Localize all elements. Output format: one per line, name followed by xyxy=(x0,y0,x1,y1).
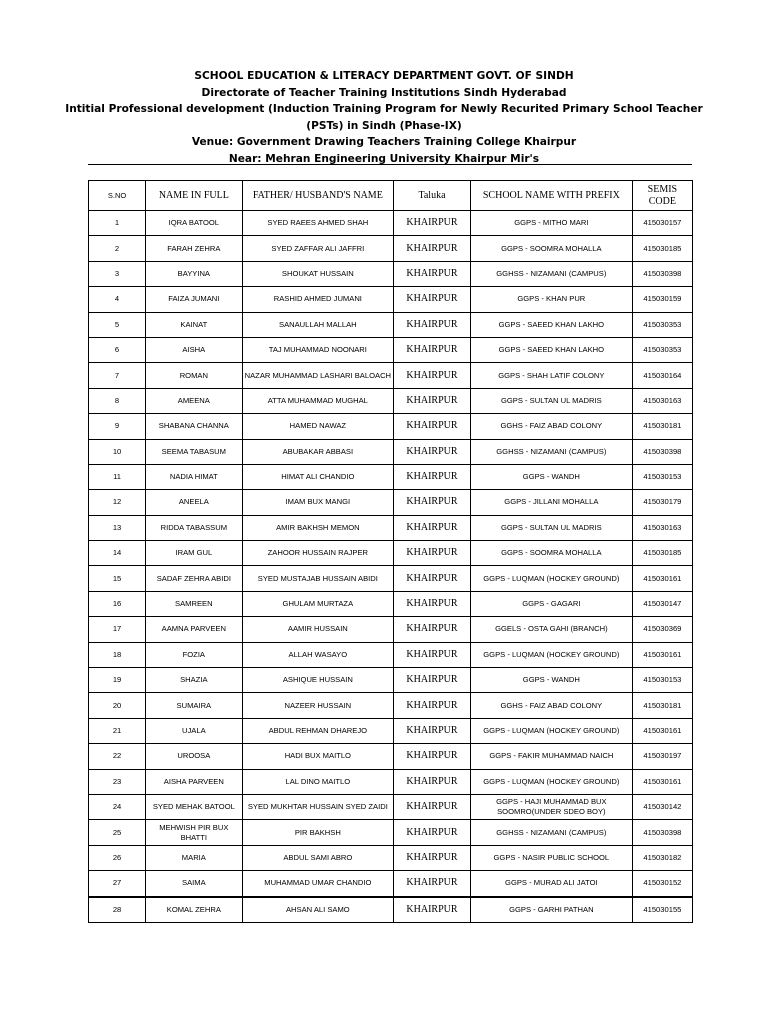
column-header-semis-code: SEMIS CODE xyxy=(632,181,692,211)
cell-taluka: KHAIRPUR xyxy=(394,236,471,261)
cell-name: AAMNA PARVEEN xyxy=(146,617,243,642)
cell-school: GGPS - SHAH LATIF COLONY xyxy=(470,363,632,388)
cell-name: MARIA xyxy=(146,845,243,870)
cell-father-husband: AHSAN ALI SAMO xyxy=(242,897,394,923)
cell-name: AISHA xyxy=(146,337,243,362)
cell-father-husband: NAZEER HUSSAIN xyxy=(242,693,394,718)
cell-name: IRAM GUL xyxy=(146,541,243,566)
cell-semis-code: 415030197 xyxy=(632,744,692,769)
cell-school: GGPS - SULTAN UL MADRIS xyxy=(470,515,632,540)
table-row xyxy=(89,236,693,261)
cell-school: GGPS - SULTAN UL MADRIS xyxy=(470,388,632,413)
cell-name: FOZIA xyxy=(146,642,243,667)
cell-taluka: KHAIRPUR xyxy=(394,718,471,743)
cell-taluka: KHAIRPUR xyxy=(394,388,471,413)
cell-taluka: KHAIRPUR xyxy=(394,668,471,693)
cell-semis-code: 415030181 xyxy=(632,693,692,718)
table-row xyxy=(89,388,693,413)
cell-taluka: KHAIRPUR xyxy=(394,820,471,845)
cell-school: GGPS - WANDH xyxy=(470,668,632,693)
cell-name: ANEELA xyxy=(146,490,243,515)
cell-semis-code: 415030163 xyxy=(632,388,692,413)
cell-taluka: KHAIRPUR xyxy=(394,490,471,515)
cell-father-husband: GHULAM MURTAZA xyxy=(242,591,394,616)
cell-school: GGPS - LUQMAN (HOCKEY GROUND) xyxy=(470,769,632,794)
cell-semis-code: 415030152 xyxy=(632,871,692,897)
cell-father-husband: SYED ZAFFAR ALI JAFFRI xyxy=(242,236,394,261)
cell-taluka: KHAIRPUR xyxy=(394,769,471,794)
cell-sno: 20 xyxy=(89,693,146,718)
cell-name: KOMAL ZEHRA xyxy=(146,897,243,923)
table-row xyxy=(89,566,693,591)
table-row xyxy=(89,617,693,642)
cell-school: GGPS - MITHO MARI xyxy=(470,211,632,236)
cell-name: SYED MEHAK BATOOL xyxy=(146,794,243,819)
cell-name: AMEENA xyxy=(146,388,243,413)
cell-semis-code: 415030147 xyxy=(632,591,692,616)
cell-taluka: KHAIRPUR xyxy=(394,617,471,642)
cell-taluka: KHAIRPUR xyxy=(394,287,471,312)
cell-taluka: KHAIRPUR xyxy=(394,744,471,769)
cell-name: SAMREEN xyxy=(146,591,243,616)
cell-school: GGPS - MURAD ALI JATOI xyxy=(470,871,632,897)
cell-taluka: KHAIRPUR xyxy=(394,845,471,870)
cell-taluka: KHAIRPUR xyxy=(394,541,471,566)
cell-father-husband: ATTA MUHAMMAD MUGHAL xyxy=(242,388,394,413)
cell-name: SUMAIRA xyxy=(146,693,243,718)
cell-name: SAIMA xyxy=(146,871,243,897)
cell-school: GGPS - NASIR PUBLIC SCHOOL xyxy=(470,845,632,870)
cell-sno: 24 xyxy=(89,794,146,819)
cell-school: GGPS - KHAN PUR xyxy=(470,287,632,312)
table-row xyxy=(89,897,693,923)
cell-taluka: KHAIRPUR xyxy=(394,414,471,439)
cell-school: GGPS - GARHI PATHAN xyxy=(470,897,632,923)
cell-name: SHABANA CHANNA xyxy=(146,414,243,439)
header-divider xyxy=(88,164,692,165)
cell-sno: 5 xyxy=(89,312,146,337)
cell-semis-code: 415030142 xyxy=(632,794,692,819)
cell-school: GGPS - JILLANI MOHALLA xyxy=(470,490,632,515)
cell-father-husband: IMAM BUX MANGI xyxy=(242,490,394,515)
cell-school: GGPS - LUQMAN (HOCKEY GROUND) xyxy=(470,718,632,743)
cell-semis-code: 415030161 xyxy=(632,769,692,794)
table-row xyxy=(89,363,693,388)
cell-father-husband: SANAULLAH MALLAH xyxy=(242,312,394,337)
table-row xyxy=(89,515,693,540)
cell-school: GGPS - GAGARI xyxy=(470,591,632,616)
cell-name: SADAF ZEHRA ABIDI xyxy=(146,566,243,591)
cell-semis-code: 415030155 xyxy=(632,897,692,923)
cell-name: IQRA BATOOL xyxy=(146,211,243,236)
cell-name: UJALA xyxy=(146,718,243,743)
cell-taluka: KHAIRPUR xyxy=(394,871,471,897)
cell-father-husband: ASHIQUE HUSSAIN xyxy=(242,668,394,693)
cell-sno: 7 xyxy=(89,363,146,388)
cell-sno: 12 xyxy=(89,490,146,515)
cell-father-husband: LAL DINO MAITLO xyxy=(242,769,394,794)
column-header-sno: S.NO xyxy=(89,181,146,211)
cell-semis-code: 415030157 xyxy=(632,211,692,236)
cell-sno: 28 xyxy=(89,897,146,923)
table-row xyxy=(89,718,693,743)
cell-semis-code: 415030353 xyxy=(632,312,692,337)
cell-sno: 18 xyxy=(89,642,146,667)
cell-father-husband: ZAHOOR HUSSAIN RAJPER xyxy=(242,541,394,566)
cell-sno: 3 xyxy=(89,261,146,286)
cell-taluka: KHAIRPUR xyxy=(394,566,471,591)
cell-father-husband: SYED MUKHTAR HUSSAIN SYED ZAIDI xyxy=(242,794,394,819)
cell-sno: 1 xyxy=(89,211,146,236)
cell-father-husband: HAMED NAWAZ xyxy=(242,414,394,439)
participants-table xyxy=(88,180,693,923)
cell-father-husband: PIR BAKHSH xyxy=(242,820,394,845)
cell-semis-code: 415030163 xyxy=(632,515,692,540)
cell-school: GGPS - SOOMRA MOHALLA xyxy=(470,541,632,566)
cell-name: BAYYINA xyxy=(146,261,243,286)
table-row xyxy=(89,693,693,718)
cell-semis-code: 415030398 xyxy=(632,820,692,845)
table-header-row xyxy=(89,181,693,211)
cell-school: GGPS - SOOMRA MOHALLA xyxy=(470,236,632,261)
cell-father-husband: SYED MUSTAJAB HUSSAIN ABIDI xyxy=(242,566,394,591)
cell-semis-code: 415030181 xyxy=(632,414,692,439)
cell-sno: 22 xyxy=(89,744,146,769)
cell-taluka: KHAIRPUR xyxy=(394,337,471,362)
cell-father-husband: ABUBAKAR ABBASI xyxy=(242,439,394,464)
cell-sno: 8 xyxy=(89,388,146,413)
header-near: Near: Mehran Engineering University Khairpur Mir's xyxy=(228,152,540,165)
cell-school: GGPS - LUQMAN (HOCKEY GROUND) xyxy=(470,566,632,591)
cell-taluka: KHAIRPUR xyxy=(394,261,471,286)
cell-sno: 15 xyxy=(89,566,146,591)
cell-father-husband: HADI BUX MAITLO xyxy=(242,744,394,769)
header-phase: (PSTs) in Sindh (Phase-IX) xyxy=(306,119,462,132)
cell-taluka: KHAIRPUR xyxy=(394,591,471,616)
header-department: SCHOOL EDUCATION & LITERACY DEPARTMENT GOVT. OF SINDH xyxy=(194,70,574,82)
cell-semis-code: 415030164 xyxy=(632,363,692,388)
cell-taluka: KHAIRPUR xyxy=(394,363,471,388)
cell-sno: 25 xyxy=(89,820,146,845)
cell-father-husband: ALLAH WASAYO xyxy=(242,642,394,667)
cell-school: GGPS - WANDH xyxy=(470,464,632,489)
cell-father-husband: NAZAR MUHAMMAD LASHARI BALOACH xyxy=(242,363,394,388)
cell-name: SEEMA TABASUM xyxy=(146,439,243,464)
cell-taluka: KHAIRPUR xyxy=(394,439,471,464)
cell-name: KAINAT xyxy=(146,312,243,337)
cell-taluka: KHAIRPUR xyxy=(394,693,471,718)
cell-name: SHAZIA xyxy=(146,668,243,693)
cell-school: GGPS - SAEED KHAN LAKHO xyxy=(470,312,632,337)
cell-sno: 17 xyxy=(89,617,146,642)
cell-name: MEHWISH PIR BUX BHATTI xyxy=(146,820,243,845)
cell-father-husband: ABDUL SAMI ABRO xyxy=(242,845,394,870)
cell-taluka: KHAIRPUR xyxy=(394,312,471,337)
cell-name: FAIZA JUMANI xyxy=(146,287,243,312)
cell-father-husband: MUHAMMAD UMAR CHANDIO xyxy=(242,871,394,897)
table-row xyxy=(89,464,693,489)
cell-school: GGHS - FAIZ ABAD COLONY xyxy=(470,414,632,439)
cell-taluka: KHAIRPUR xyxy=(394,515,471,540)
table-row xyxy=(89,490,693,515)
cell-semis-code: 415030159 xyxy=(632,287,692,312)
table-row xyxy=(89,668,693,693)
column-header-taluka: Taluka xyxy=(394,181,471,211)
table-row xyxy=(89,337,693,362)
cell-semis-code: 415030182 xyxy=(632,845,692,870)
cell-sno: 19 xyxy=(89,668,146,693)
cell-father-husband: SYED RAEES AHMED SHAH xyxy=(242,211,394,236)
header-program: Intitial Professional development (Induction Training Program for Newly Recurited Primary School Teacher xyxy=(65,103,703,116)
cell-name: NADIA HIMAT xyxy=(146,464,243,489)
cell-semis-code: 415030153 xyxy=(632,668,692,693)
cell-school: GGPS - HAJI MUHAMMAD BUX SOOMRO(UNDER SDEO BOY) xyxy=(470,794,632,819)
cell-sno: 21 xyxy=(89,718,146,743)
cell-school: GGPS - SAEED KHAN LAKHO xyxy=(470,337,632,362)
column-header-school: SCHOOL NAME WITH PREFIX xyxy=(470,181,632,211)
cell-sno: 13 xyxy=(89,515,146,540)
cell-sno: 2 xyxy=(89,236,146,261)
cell-name: ROMAN xyxy=(146,363,243,388)
cell-taluka: KHAIRPUR xyxy=(394,642,471,667)
cell-sno: 4 xyxy=(89,287,146,312)
table-body xyxy=(89,211,693,923)
cell-taluka: KHAIRPUR xyxy=(394,211,471,236)
cell-school: GGELS - OSTA GAHI (BRANCH) xyxy=(470,617,632,642)
table-row xyxy=(89,287,693,312)
table-row xyxy=(89,820,693,845)
cell-sno: 14 xyxy=(89,541,146,566)
table-row xyxy=(89,261,693,286)
cell-name: AISHA PARVEEN xyxy=(146,769,243,794)
table-row xyxy=(89,871,693,897)
cell-sno: 27 xyxy=(89,871,146,897)
column-header-name: NAME IN FULL xyxy=(146,181,243,211)
table-row xyxy=(89,642,693,667)
table-row xyxy=(89,541,693,566)
cell-school: GGPS - LUQMAN (HOCKEY GROUND) xyxy=(470,642,632,667)
cell-father-husband: SHOUKAT HUSSAIN xyxy=(242,261,394,286)
cell-father-husband: HIMAT ALI CHANDIO xyxy=(242,464,394,489)
cell-sno: 11 xyxy=(89,464,146,489)
cell-school: GGHSS - NIZAMANI (CAMPUS) xyxy=(470,820,632,845)
cell-semis-code: 415030398 xyxy=(632,261,692,286)
table-row xyxy=(89,845,693,870)
cell-semis-code: 415030161 xyxy=(632,566,692,591)
cell-name: RIDDA TABASSUM xyxy=(146,515,243,540)
cell-father-husband: AMIR BAKHSH MEMON xyxy=(242,515,394,540)
cell-school: GGHSS - NIZAMANI (CAMPUS) xyxy=(470,439,632,464)
cell-school: GGHS - FAIZ ABAD COLONY xyxy=(470,693,632,718)
cell-semis-code: 415030185 xyxy=(632,541,692,566)
table-row xyxy=(89,414,693,439)
table-row xyxy=(89,591,693,616)
cell-school: GGHSS - NIZAMANI (CAMPUS) xyxy=(470,261,632,286)
cell-sno: 9 xyxy=(89,414,146,439)
cell-sno: 23 xyxy=(89,769,146,794)
table-row xyxy=(89,769,693,794)
table-row xyxy=(89,794,693,819)
cell-semis-code: 415030179 xyxy=(632,490,692,515)
cell-semis-code: 415030369 xyxy=(632,617,692,642)
cell-semis-code: 415030185 xyxy=(632,236,692,261)
cell-school: GGPS - FAKIR MUHAMMAD NAICH xyxy=(470,744,632,769)
cell-semis-code: 415030398 xyxy=(632,439,692,464)
cell-father-husband: AAMIR HUSSAIN xyxy=(242,617,394,642)
column-header-father-husband: FATHER/ HUSBAND'S NAME xyxy=(242,181,394,211)
cell-semis-code: 415030161 xyxy=(632,642,692,667)
cell-father-husband: RASHID AHMED JUMANI xyxy=(242,287,394,312)
document-header xyxy=(0,68,768,168)
table-row xyxy=(89,211,693,236)
table-row xyxy=(89,439,693,464)
header-directorate: Directorate of Teacher Training Institutions Sindh Hyderabad xyxy=(201,86,567,99)
table-row xyxy=(89,312,693,337)
cell-semis-code: 415030153 xyxy=(632,464,692,489)
cell-father-husband: TAJ MUHAMMAD NOONARI xyxy=(242,337,394,362)
cell-semis-code: 415030353 xyxy=(632,337,692,362)
table-row xyxy=(89,744,693,769)
cell-name: UROOSA xyxy=(146,744,243,769)
cell-sno: 16 xyxy=(89,591,146,616)
cell-sno: 10 xyxy=(89,439,146,464)
cell-taluka: KHAIRPUR xyxy=(394,464,471,489)
header-venue: Venue: Government Drawing Teachers Training College Khairpur xyxy=(191,136,577,149)
cell-sno: 6 xyxy=(89,337,146,362)
cell-sno: 26 xyxy=(89,845,146,870)
cell-taluka: KHAIRPUR xyxy=(394,794,471,819)
cell-taluka: KHAIRPUR xyxy=(394,897,471,923)
cell-father-husband: ABDUL REHMAN DHAREJO xyxy=(242,718,394,743)
cell-semis-code: 415030161 xyxy=(632,718,692,743)
cell-name: FARAH ZEHRA xyxy=(146,236,243,261)
